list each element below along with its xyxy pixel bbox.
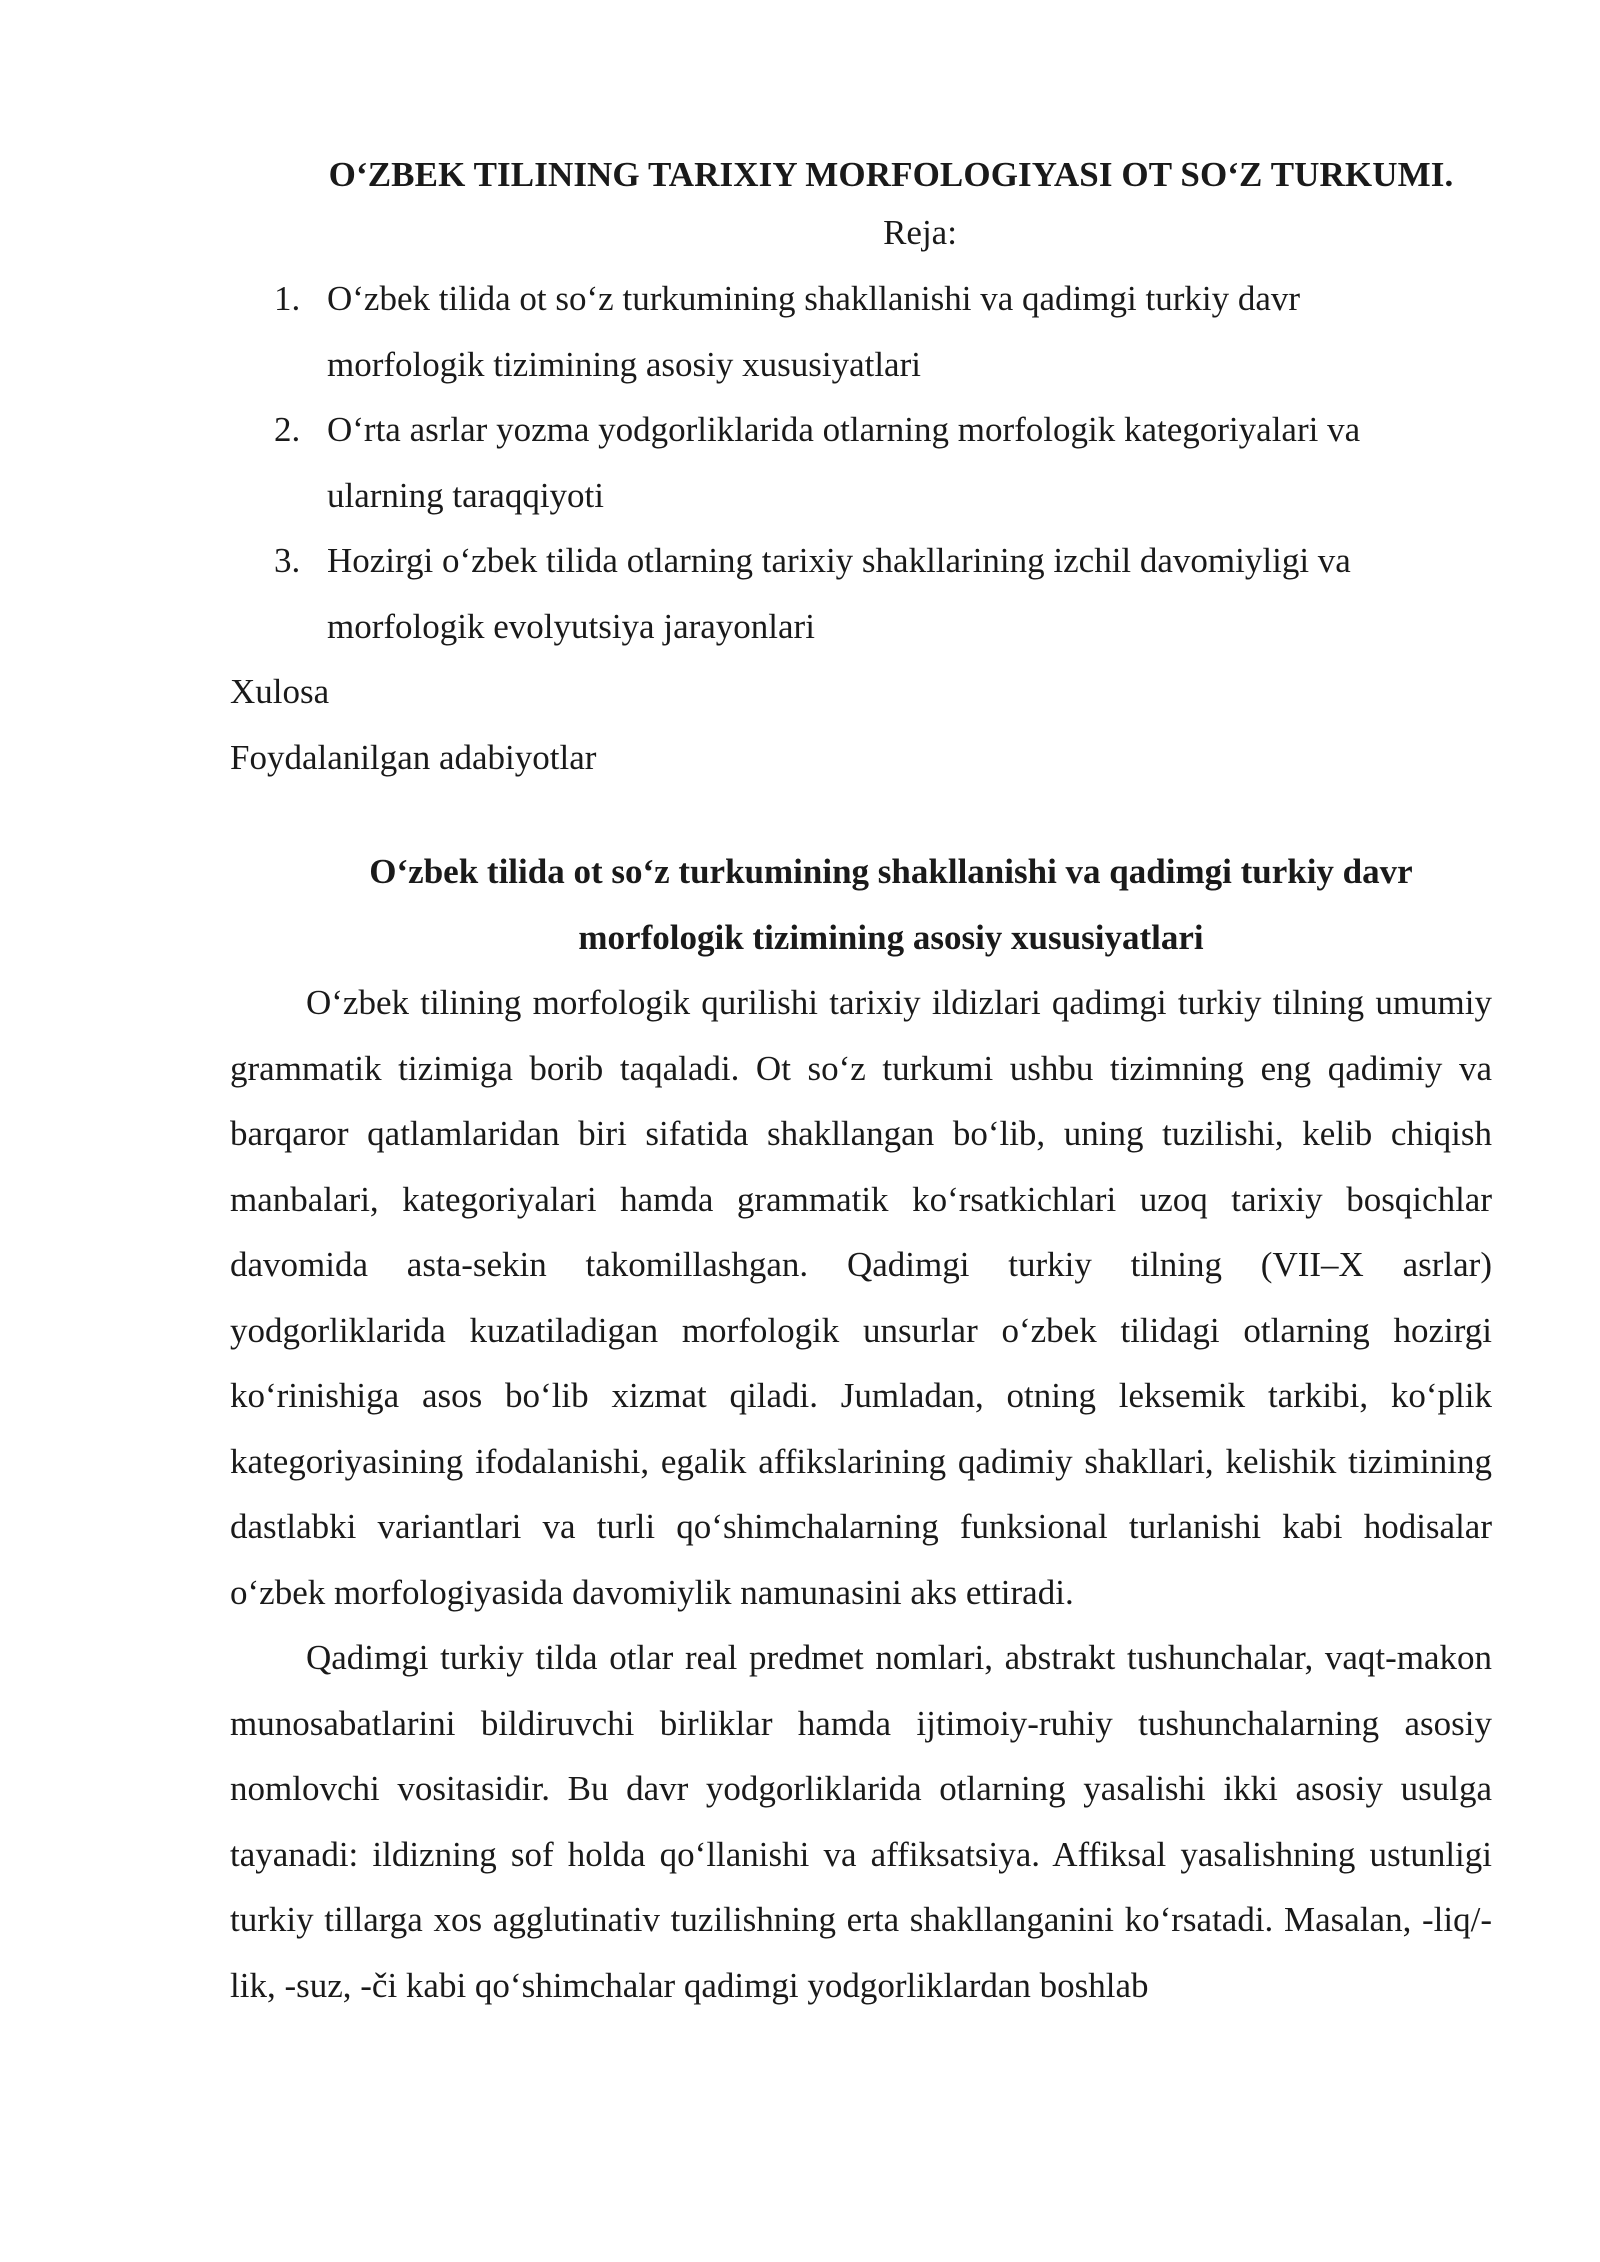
section-title [230,839,1492,970]
plan-list [230,266,1492,659]
references-label: Foydalanilgan adabiyotlar [230,737,597,777]
plan-label: Reja: [883,213,957,252]
plan-item-line: morfologik evolyutsiya jarayonlari [327,606,815,646]
plan-item-1 [230,266,1492,397]
body-paragraph-2: Qadimgi turkiy tilda otlar real predmet nomlari, abstrakt tushunchalar, vaqt-makon munosabatlarini bildiruvchi birliklar hamda ijtimoiy-ruhiy tushunchalarning asosiy nomlovchi vositasidir. Bu davr yodgorliklarida otlarning yasalishi ikki asosiy usulga tayanadi: ildizning sof holda qo‘llanishi va affiksatsiya. Affiksal yasalishning ustunligi turkiy tillarga xos agglutinativ tuzilishning erta shakllanganini ko‘rsatadi. Masalan, -liq/-lik, -suz, -či kabi qo‘shimchalar qadimgi yodgorliklardan boshlab [230,1638,1492,2005]
body-paragraph-1: O‘zbek tilining morfologik qurilishi tarixiy ildizlari qadimgi turkiy tilning umumiy grammatik tizimiga borib taqaladi. Ot so‘z turkumi ushbu tizimning eng qadimiy va barqaror qatlamlaridan biri sifatida shakllangan bo‘lib, uning tuzilishi, kelib chiqish manbalari, kategoriyalari hamda grammatik ko‘rsatkichlari uzoq tarixiy bosqichlar davomida asta-sekin takomillashgan. Qadimgi turkiy tilning (VII–X asrlar) yodgorliklarida kuzatiladigan morfologik unsurlar o‘zbek tilidagi otlarning hozirgi ko‘rinishiga asos bo‘lib xizmat qiladi. Jumladan, otning leksemik tarkibi, ko‘plik kategoriyasining ifodalanishi, egalik affikslarining qadimiy shakllari, kelishik tizimining dastlabki variantlari va turli qo‘shimchalarning funksional turlanishi kabi hodisalar o‘zbek morfologiyasida davomiylik namunasini aks ettiradi. [230,983,1492,1612]
plan-item-number: 2. [274,410,301,449]
plan-item-number: 1. [274,279,301,318]
conclusion-label: Xulosa [230,672,330,711]
section-title-line: O‘zbek tilida ot so‘z turkumining shakllanishi va qadimgi turkiy davr [369,852,1413,891]
section-title-line: morfologik tizimining asosiy xususiyatlari [578,917,1204,957]
plan-item-number: 3. [274,541,301,580]
plan-item-line: O‘rta asrlar yozma yodgorliklarida otlarning morfologik kategoriyalari va [327,410,1361,449]
plan-item-2 [230,397,1492,528]
plan-item-line: Hozirgi o‘zbek tilida otlarning tarixiy shakllarining izchil davomiyligi va [327,541,1351,580]
plan-item-line: O‘zbek tilida ot so‘z turkumining shakllanishi va qadimgi turkiy davr [327,279,1301,318]
document-title: O‘ZBEK TILINING TARIXIY MORFOLOGIYASI OT SO‘Z TURKUMI. [328,155,1454,194]
plan-item-3 [230,528,1492,659]
plan-item-line: ularning taraqqiyoti [327,475,605,515]
plan-item-line: morfologik tizimining asosiy xususiyatlari [327,344,921,384]
document-page [230,150,1492,2018]
